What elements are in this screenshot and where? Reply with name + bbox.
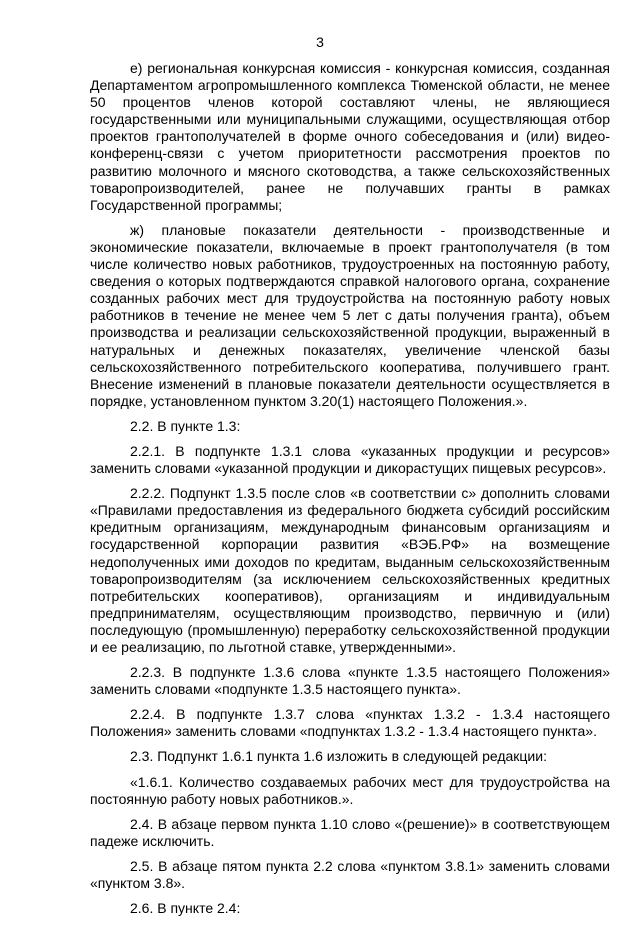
paragraph-2-2-3: 2.2.3. В подпункте 1.3.6 слова «пункте 1.3.5 настоящего Положения» заменить словами «подпункте 1.3.5 настоящего пункта». (90, 664, 610, 698)
page-number: 3 (316, 34, 324, 50)
paragraph-2-5: 2.5. В абзаце пятом пункта 2.2 слова «пунктом 3.8.1» заменить словами «пунктом 3.8». (90, 857, 610, 892)
paragraph-2-2: 2.2. В пункте 1.3: (130, 417, 241, 434)
paragraph-2-4: 2.4. В абзаце первом пункта 1.10 слово «(решение)» в соответствующем падеже исключить. (90, 815, 610, 849)
paragraph-2-3: 2.3. Подпункт 1.6.1 пункта 1.6 изложить в следующей редакции: (130, 748, 547, 765)
paragraph-2-6: 2.6. В пункте 2.4: (130, 900, 241, 917)
paragraph-2-2-2: 2.2.2. Подпункт 1.3.5 после слов «в соответствии с» дополнить словами «Правилами предоставления из федерального бюджета субсидий российским кредитным организациям, международным финансовым организациям и государственной корпорации развития «ВЭБ.РФ» на возмещение недополученных ими доходов по кредитам, выданным сельскохозяйственным товаропроизводителям (за исключением сельскохозяйственных кредитных потребительских кооперативов), организациям и индивидуальным предпринимателям, осуществляющим производство, первичную и (или) последующую (промышленную) переработку сельскохозяйственной продукции и ее реализацию, по льготной ставке, утвержденными». (90, 485, 610, 655)
paragraph-2-2-4: 2.2.4. В подпункте 1.3.7 слова «пунктах 1.3.2 - 1.3.4 настоящего Положения» заменить словами «подпунктах 1.3.2 - 1.3.4 настоящего пункта». (90, 706, 610, 740)
paragraph-2-2-1: 2.2.1. В подпункте 1.3.1 слова «указанных продукции и ресурсов» заменить словами «указанной продукции и дикорастущих пищевых ресурсов». (90, 442, 610, 477)
paragraph-zh-planned-indicators: ж) плановые показатели деятельности - производственные и экономические показатели, включаемые в проект грантополучателя (в том числе количество новых работников, трудоустроенных на постоянную работу, сведения о которых подтверждаются справкой налогового органа, сохранение созданных рабочих мест для трудоустройства на постоянную работу новых работников в течение не менее чем 5 лет с даты получения гранта), объем производства и реализации сельскохозяйственной продукции, выраженный в натуральных и денежных показателях, увеличение членской базы сельскохозяйственного потребительского кооператива, получившего грант. Внесение изменений в плановые показатели деятельности осуществляется в порядке, установленном пунктом 3.20(1) настоящего Положения.». (90, 221, 610, 409)
paragraph-1-6-1-quote: «1.6.1. Количество создаваемых рабочих мест для трудоустройства на постоянную работу новых работников.». (90, 773, 610, 807)
document-body (90, 60, 610, 925)
paragraph-e-regional-commission: е) региональная конкурсная комиссия - конкурсная комиссия, созданная Департаментом агропромышленного комплекса Тюменской области, не менее 50 процентов членов которой составляют члены, не являющиеся государственными или муниципальными служащими, осуществляющая отбор проектов грантополучателей в форме очного собеседования и (или) видео-конференц-связи с учетом приоритетности рассмотрения проектов по развитию молочного и мясного скотоводства, а также сельскохозяйственных товаропроизводителей, ранее не получавших гранты в рамках Государственной программы; (90, 60, 610, 213)
